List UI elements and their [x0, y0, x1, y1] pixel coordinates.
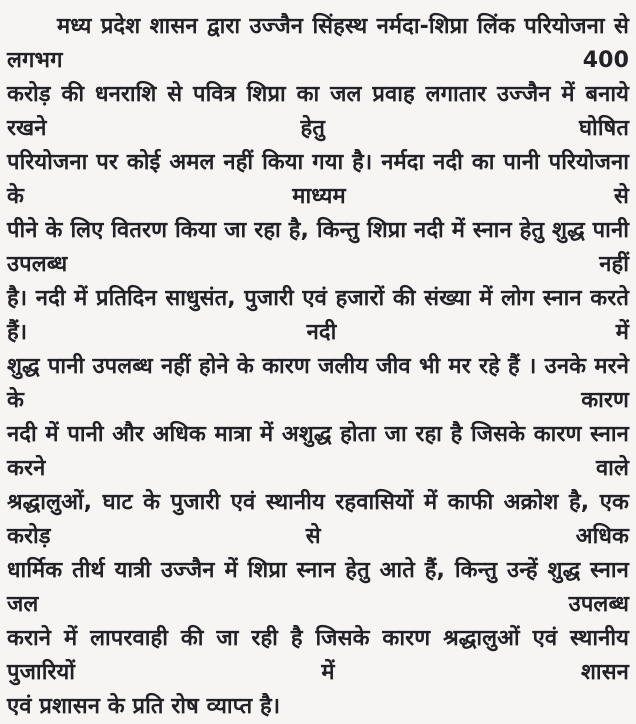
text-line: नदी में पानी और अधिक मात्रा में अशुद्ध होता जा रहा है जिसके कारण स्नान करने वाले — [7, 422, 629, 481]
text-line: करोड़ की धनराशि से पवित्र शिप्रा का जल प्रवाह लगातार उज्जैन में बनाये रखने हेतु घोषित — [7, 82, 629, 141]
text-line: श्रद्धालुओं, घाट के पुजारी एवं स्थानीय रहवासियों में काफी अक्रोश है, एक करोड़ से अधिक — [7, 490, 629, 549]
text-line: कराने में लापरवाही की जा रही है जिसके कारण श्रद्धालुओं एवं स्थानीय पुजारियों में शासन — [7, 626, 629, 685]
text-line: पीने के लिए वितरण किया जा रहा है, किन्तु शिप्रा नदी में स्नान हेतु शुद्ध पानी उपलब्ध नहीं — [7, 218, 629, 277]
text-line: शुद्ध पानी उपलब्ध नहीं होने के कारण जलीय जीव भी मर रहे हैं । उनके मरने के कारण — [7, 354, 629, 413]
paragraph-body — [7, 10, 629, 724]
text-line: धार्मिक तीर्थ यात्री उज्जैन में शिप्रा स्नान हेतु आते हैं, किन्तु उन्हें शुद्ध स्नान जल उपलब्ध — [7, 558, 629, 617]
text-line: है। नदी में प्रतिदिन साधुसंत, पुजारी एवं हजारों की संख्या में लोग स्नान करते हैं। नदी में — [7, 286, 629, 345]
text-line: मध्य प्रदेश शासन द्वारा उज्जैन सिंहस्थ नर्मदा-शिप्रा लिंक परियोजना से लगभग 400 — [7, 14, 629, 73]
text-line: एवं प्रशासन के प्रति रोष व्याप्त है। — [7, 694, 281, 719]
text-line: परियोजना पर कोई अमल नहीं किया गया है। नर्मदा नदी का पानी परियोजना के माध्यम से — [7, 150, 629, 209]
